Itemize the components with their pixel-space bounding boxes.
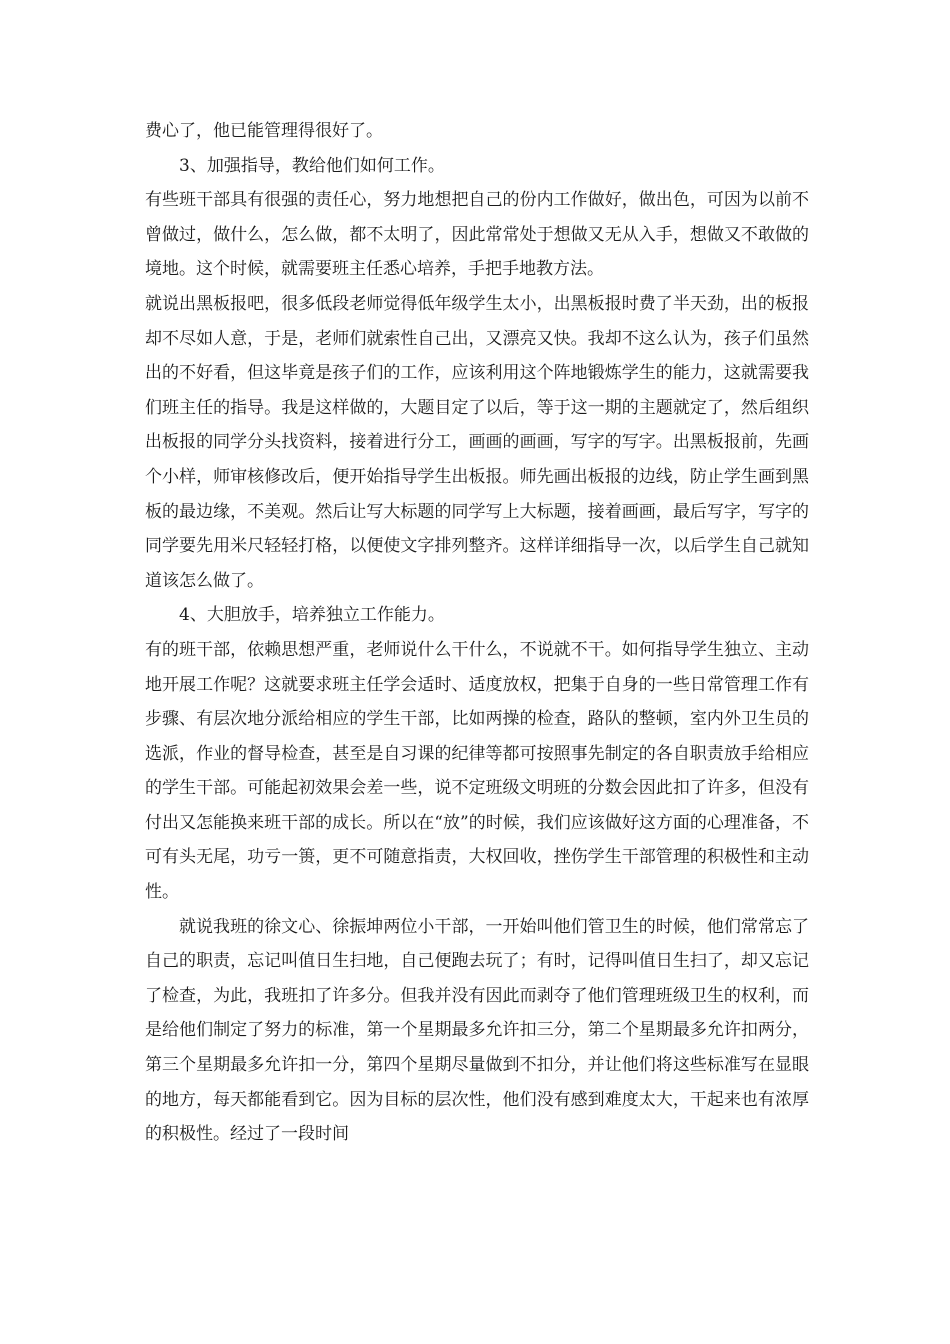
section-heading-3: 3、加强指导，教给他们如何工作。 [179,155,445,176]
paragraph-class-example: 就说我班的徐文心、徐振坤两位小干部，一开始叫他们管卫生的时候，他们常常忘了自己的职责，忘记叫值日生扫地，自己便跑去玩了；有时，记得叫值日生扫了，却又忘记了检查，为此，我班扣了许多分。但我并没有因此而剥夺了他们管理班级卫生的权利，而是给他们制定了努力的标准，第一个星期最多允许扣三分，第二个星期最多允许扣两分，第三个星期最多允许扣一分，第四个星期尽量做到不扣分，并让他们将这些标准写在显眼的地方，每天都能看到它。因为目标的层次性，他们没有感到难度太大，干起来也有浓厚的积极性。经过了一段时间 [145,916,809,1145]
paragraph-guidance: 有些班干部具有很强的责任心，努力地想把自己的份内工作做好，做出色，可因为以前不曾做过，做什么，怎么做，都不太明了，因此常常处于想做又无从入手，想做又不敢做的境地。这个时候，就需要班主任悉心培养，手把手地教方法。 [145,190,809,280]
document-page [145,114,809,1152]
paragraph-blackboard-example: 就说出黑板报吧，很多低段老师觉得低年级学生太小，出黑板报时费了半天劲，出的板报却不尽如人意，于是，老师们就索性自己出，又漂亮又快。我却不这么认为，孩子们虽然出的不好看，但这毕竟是孩子们的工作，应该利用这个阵地锻炼学生的能力，这就需要我们班主任的指导。我是这样做的，大题目定了以后，等于这一期的主题就定了，然后组织出板报的同学分头找资料，接着进行分工，画画的画画，写字的写字。出黑板报前，先画个小样，师审核修改后，便开始指导学生出板报。师先画出板报的边线，防止学生画到黑板的最边缘，不美观。然后让写大标题的同学写上大标题，接着画画，最后写字，写字的同学要先用米尺轻轻打格，以便使文字排列整齐。这样详细指导一次，以后学生自己就知道该怎么做了。 [145,293,809,591]
paragraph-continuation: 费心了，他已能管理得很好了。 [145,121,383,141]
paragraph-delegation: 有的班干部，依赖思想严重，老师说什么干什么，不说就不干。如何指导学生独立、主动地开展工作呢？这就要求班主任学会适时、适度放权，把集于自身的一些日常管理工作有步骤、有层次地分派给相应的学生干部，比如两操的检查，路队的整顿，室内外卫生员的选派，作业的督导检查，甚至是自习课的纪律等都可按照事先制定的各自职责放手给相应的学生干部。可能起初效果会差一些，说不定班级文明班的分数会因此扣了许多，但没有付出又怎能换来班干部的成长。所以在“放”的时候，我们应该做好这方面的心理准备，不可有头无尾，功亏一篑，更不可随意指责，大权回收，挫伤学生干部管理的积极性和主动性。 [145,639,809,903]
section-heading-4: 4、大胆放手，培养独立工作能力。 [179,605,445,626]
